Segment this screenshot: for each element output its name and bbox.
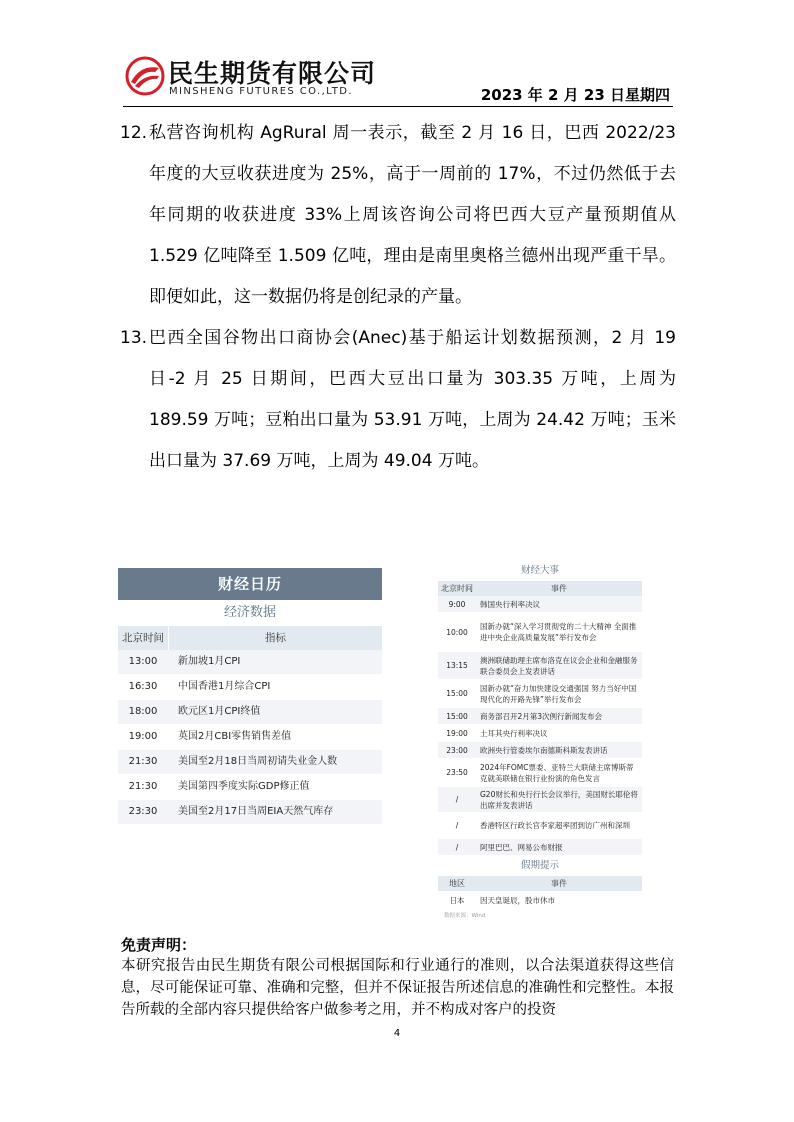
table-row: [118, 675, 382, 700]
company-name-en: MINSHENG FUTURES CO.,LTD.: [169, 86, 353, 97]
page-header: [0, 0, 794, 110]
col-region: 地区: [449, 879, 465, 888]
row-time: 15:00: [446, 689, 468, 698]
events-title: 财经大事: [520, 565, 559, 576]
data-source: 数据来源：Wind: [444, 913, 486, 919]
row-event: 韩国央行利率决议: [480, 599, 540, 609]
page-number: 4: [393, 1028, 401, 1039]
item-number: 13.: [120, 328, 148, 348]
table-row: [438, 839, 642, 856]
table-row: [438, 596, 642, 613]
table-row: [438, 813, 642, 839]
row-time: 10:00: [446, 627, 468, 637]
report-date: 2023 年 2 月 23 日星期四: [480, 86, 670, 104]
row-time: 16:30: [128, 681, 158, 692]
header-divider: [123, 106, 673, 107]
item-text: 巴西全国谷物出口商协会(Anec)基于船运计划数据预测，2 月 19 日-2 月 25 日期间，巴西大豆出口量为 303.35 万吨，上周为 189.59 万吨；豆粕出口量为 53.91 万吨，上周为 24.42 万吨；玉米出口量为 37.69 万吨，上周为 49.04 万吨。: [149, 328, 676, 471]
row-item: 美国至2月17日当周EIA天然气库存: [178, 806, 334, 817]
table-row: [438, 759, 642, 787]
table-row: [118, 800, 382, 825]
table-row: [438, 613, 642, 652]
row-time: 13:00: [128, 656, 158, 667]
calendar-title: 财经日历: [118, 568, 382, 600]
item-text: 私营咨询机构 AgRural 周一表示，截至 2 月 16 日，巴西 2022/23 年度的大豆收获进度为 25%，高于一周前的 17%，不过仍然低于去年同期的收获进度 33%上周该咨询公司将巴西大豆产量预期值从 1.529 亿吨降至 1.509 亿吨，理由是南里奥格兰德州出现严重干旱。即便如此，这一数据仍将是创纪录的产量。: [149, 123, 676, 307]
disclaimer-text: 本研究报告由民生期货有限公司根据国际和行业通行的准则，以合法渠道获得这些信息，尽可能保证可靠、准确和完整，但并不保证报告所述信息的准确性和完整性。本报告所载的全部内容只提供给客户做参考之用，并不构成对客户的投资: [121, 958, 674, 1018]
news-item-12: [120, 113, 676, 318]
row-region: 日本: [449, 895, 465, 905]
table-row: [438, 891, 642, 910]
economic-calendar: [118, 568, 382, 825]
row-time: 23:50: [446, 768, 468, 777]
holiday-column-headers: [438, 876, 642, 891]
col-time: 北京时间: [118, 626, 169, 650]
row-time: /: [455, 842, 459, 852]
row-time: 9:00: [448, 599, 466, 609]
col-time: 北京时间: [441, 584, 473, 593]
events-rows: [438, 596, 642, 856]
events-column-headers: [438, 581, 642, 596]
row-item: 英国2月CBI零售销售差值: [178, 731, 292, 742]
row-time: /: [455, 821, 459, 830]
table-row: [438, 680, 642, 708]
row-time: 23:00: [446, 745, 468, 755]
row-event: 土耳其央行利率决议: [480, 728, 548, 738]
row-event: 2024年FOMC票委、亚特兰大联储主席博斯蒂克就美联储在银行业扮演的角色发言: [480, 762, 634, 783]
row-event: 因天皇诞辰，股市休市: [480, 895, 555, 905]
row-item: 美国第四季度实际GDP修正值: [178, 781, 310, 792]
row-event: 国新办就“奋力加快建设交通强国 努力当好中国现代化的开路先锋”举行发布会: [480, 683, 637, 704]
table-row: [118, 700, 382, 725]
table-row: [438, 725, 642, 742]
row-item: 欧元区1月CPI终值: [178, 706, 261, 717]
minsheng-logo-icon: [125, 56, 165, 96]
holiday-title: 假期提示: [520, 860, 559, 871]
row-item: 中国香港1月综合CPI: [178, 681, 271, 692]
table-row: [438, 652, 642, 680]
table-row: [438, 708, 642, 725]
row-item: 新加坡1月CPI: [178, 656, 241, 667]
row-time: 19:00: [128, 731, 158, 742]
calendar-column-headers: [118, 626, 382, 650]
row-event: 澳洲联储助理主席布洛克在议会企业和金融服务联合委员会上发表讲话: [480, 655, 638, 676]
row-time: 15:00: [446, 711, 468, 721]
disclaimer-title: 免责声明：: [121, 936, 197, 954]
table-row: [118, 725, 382, 750]
row-time: 21:30: [128, 756, 158, 767]
calendar-rows: [118, 650, 382, 825]
table-row: [438, 742, 642, 759]
row-event: 国新办就“深入学习贯彻党的二十大精神 全面推进中央企业高质量发展”举行发布会: [480, 622, 637, 642]
table-row: [118, 750, 382, 775]
company-name-cn: 民生期货有限公司: [168, 59, 377, 88]
row-time: 19:00: [446, 728, 468, 738]
row-time: 21:30: [128, 781, 158, 792]
row-time: 13:15: [446, 661, 468, 670]
row-event: 香港特区行政长官李家超率团到访广州和深圳: [480, 821, 630, 830]
table-row: [118, 775, 382, 800]
row-event: G20财长和央行行长会议举行，美国财长耶伦将出席并发表讲话: [480, 789, 638, 810]
row-event: 欧洲央行管委埃尔南德斯科斯发表讲话: [480, 745, 608, 755]
row-event: 阿里巴巴、网易公布财报: [480, 842, 563, 852]
item-number: 12.: [120, 123, 148, 143]
table-row: [118, 650, 382, 675]
row-time: 23:30: [128, 806, 158, 817]
row-event: 商务部召开2月第3次例行新闻发布会: [480, 711, 603, 721]
col-item: 指标: [265, 632, 286, 644]
row-time: 18:00: [128, 706, 158, 717]
financial-events: [438, 561, 642, 922]
row-item: 美国至2月18日当周初请失业金人数: [178, 756, 338, 767]
row-time: /: [455, 795, 459, 804]
table-row: [438, 787, 642, 813]
col-event: 事件: [551, 584, 567, 593]
col-event: 事件: [551, 879, 567, 888]
calendar-subtitle: 经济数据: [223, 605, 276, 620]
news-item-13: [120, 318, 676, 482]
